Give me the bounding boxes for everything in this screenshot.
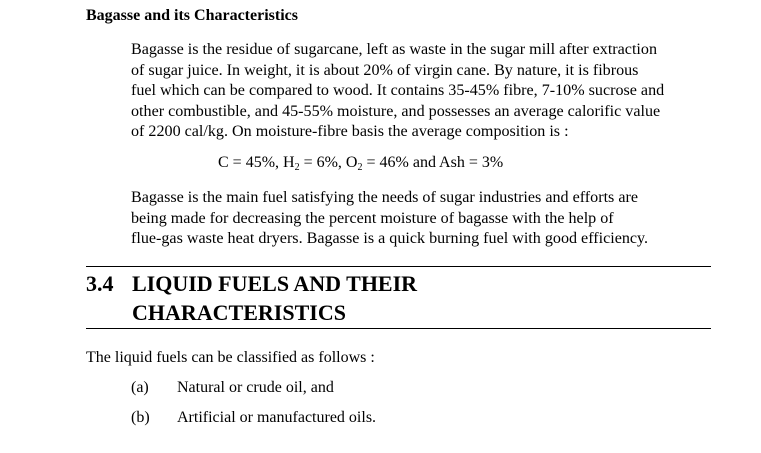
formula-h-subscript: 2 [294, 162, 300, 173]
formula-rest: = 46% and Ash = 3% [362, 154, 504, 171]
list-item-label-a: (a) [131, 379, 149, 396]
section-divider-bottom [86, 328, 711, 329]
list-item-text-a: Natural or crude oil, and [177, 379, 334, 396]
section-title-line-2: CHARACTERISTICS [132, 300, 346, 325]
section-divider-top [86, 266, 711, 267]
paragraph-line: of sugar juice. In weight, it is about 20% of virgin cane. By nature, it is fibrous [131, 61, 639, 79]
bagasse-paragraph-1 [131, 40, 711, 143]
formula-h-part: = 6%, O [299, 154, 358, 171]
paragraph-line: other combustible, and 45-55% moisture, and possesses an average calorific value [131, 102, 661, 120]
section-title-line-1: LIQUID FUELS AND THEIR [132, 271, 418, 296]
paragraph-line: fuel which can be compared to wood. It contains 35-45% fibre, 7-10% sucrose and [131, 82, 665, 100]
paragraph-line: Bagasse is the main fuel satisfying the needs of sugar industries and efforts are [131, 189, 638, 206]
formula-o-subscript: 2 [357, 162, 363, 173]
paragraph-line: Bagasse is the residue of sugarcane, left as waste in the sugar mill after extraction [131, 41, 657, 58]
section-title [132, 269, 417, 327]
list-item-text-b: Artificial or manufactured oils. [177, 409, 377, 426]
section-number: 3.4 [86, 271, 114, 296]
paragraph-line: flue-gas waste heat dryers. Bagasse is a quick burning fuel with good efficiency. [131, 230, 649, 248]
formula-c-part: C = 45%, H [218, 154, 295, 171]
bagasse-paragraph-2 [131, 188, 711, 250]
liquid-fuels-intro: The liquid fuels can be classified as follows : [86, 349, 375, 366]
composition-formula [218, 153, 503, 173]
paragraph-line: of 2200 cal/kg. On moisture-fibre basis the average composition is : [131, 123, 569, 141]
subsection-heading: Bagasse and its Characteristics [86, 7, 298, 24]
paragraph-line: being made for decreasing the percent moisture of bagasse with the help of [131, 209, 614, 227]
list-item-label-b: (b) [131, 409, 150, 426]
